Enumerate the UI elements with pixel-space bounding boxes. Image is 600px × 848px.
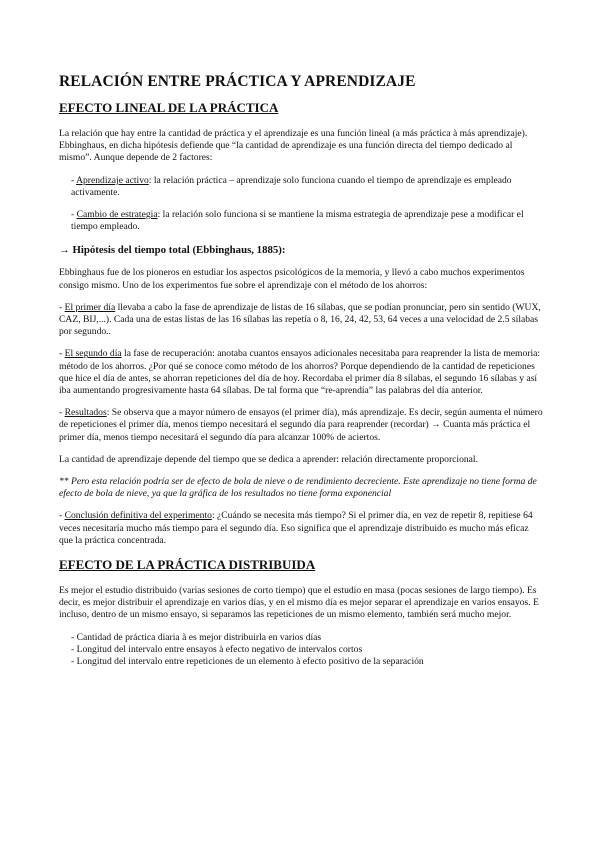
amount-paragraph: La cantidad de aprendizaje depende del tiempo que se dedica a aprender: relación directamente proporcional. bbox=[59, 453, 478, 465]
list-item: - Longitud del intervalo entre ensayos à efecto negativo de intervalos cortos bbox=[71, 643, 363, 655]
first-day-term: El primer día bbox=[64, 301, 116, 313]
results-lead: - bbox=[59, 407, 65, 419]
factor-strategy-lead: - bbox=[71, 209, 77, 221]
section-heading-linear: EFECTO LINEAL DE LA PRÁCTICA bbox=[59, 100, 279, 115]
factor-active-lead: - bbox=[71, 174, 77, 186]
conclusion-paragraph bbox=[59, 510, 543, 547]
factor-strategy-term: Cambio de estrategia bbox=[76, 209, 158, 221]
factor-strategy-change bbox=[71, 209, 543, 233]
document-content bbox=[59, 72, 543, 668]
second-day-text: la fase de recuperación: anotaba cuantos ensayos adicionales necesitaba para reaprender la lista de memoria: método de los ahorros. ¿Por qué se conoce como método de los ahorros? Porque dependiendo de la cantidad de repeticiones que hice el día de antes, se ahorran repeticiones del día de hoy. Recordaba el primer día 8 sílabas, el segundo 16 sílabas y así iba aumentando progresivamente hasta 64 sílabas. De tal forma que “re-aprendía” las palabras del día anterior. bbox=[59, 348, 541, 397]
factor-strategy-text: : la relación solo funciona si se mantiene la misma estrategia de aprendizaje pese a modificar el tiempo empleado. bbox=[71, 209, 524, 233]
section-heading-distributed: EFECTO DE LA PRÁCTICA DISTRIBUIDA bbox=[59, 557, 316, 573]
first-day-lead: - bbox=[59, 301, 65, 313]
distributed-paragraph: Es mejor el estudio distribuido (varias sesiones de corto tiempo) que el estudio en masa (pocas sesiones de largo tiempo). Es decir, es mejor distribuir el aprendizaje en varios días, y en el mismo día es mejor separar el aprendizaje en varios ensayos. E incluso, dentro de un mismo ensayo, si separamos las repeticiones de un mismo elemento, también será mucho mejor. bbox=[59, 585, 539, 621]
second-day-lead: - bbox=[59, 348, 65, 360]
hypothesis-heading: → Hipótesis del tiempo total (Ebbinghaus, 1885): bbox=[59, 244, 286, 257]
conclusion-lead: - bbox=[59, 510, 65, 522]
list-item: - Cantidad de práctica diaria à es mejor distribuirla en varios días bbox=[71, 631, 322, 643]
results-text: : Se observa que a mayor número de ensayos (el primer día), más aprendizaje. Es decir, según aumenta el número de repeticiones el primer día, menos tiempo necesitará el segundo día para reaprender (recordar) → Cuanta más práctica el primer día, menos tiempo necesitará el segundo día para alcanzar 100% de aciertos. bbox=[59, 407, 543, 443]
conclusion-text: : ¿Cuándo se necesita más tiempo? Si el primer día, en vez de repetir 8, repitiese 64 veces necesitaría mucho más tiempo para el segundo día. Eso significa que el aprendizaje distribuido es mucho más eficaz que la práctica concentrada. bbox=[59, 510, 533, 546]
results-paragraph bbox=[59, 407, 543, 444]
intro-paragraph: La relación que hay entre la cantidad de práctica y el aprendizaje es una función lineal (a más práctica à más aprendizaje). Ebbinghaus, en dicha hipótesis defiende que “la cantidad de aprendizaje es una función directa del tiempo dedicado al mismo”. Aunque depende de 2 factores: bbox=[59, 128, 528, 164]
second-day-term: El segundo día bbox=[64, 348, 122, 360]
list-item: - Longitud del intervalo entre repeticiones de un elemento à efecto positivo de la separación bbox=[71, 655, 424, 667]
results-term: Resultados bbox=[64, 407, 107, 419]
factor-active-term: Aprendizaje activo bbox=[76, 174, 149, 186]
factor-active-text: : la relación práctica – aprendizaje solo funciona cuando el tiempo de aprendizaje es empleado activamente. bbox=[71, 174, 512, 198]
first-day-text: llevaba a cabo la fase de aprendizaje de listas de 16 sílabas, que se podían pronunciar, pero sin sentido (WUX, CAZ, BIJ,...). Cada una de estas listas de las 16 sílabas las repetía o 8, 16, 24, 42, 53, 64 veces a una velocidad de 2.5 sílabas por segundo.. bbox=[59, 301, 541, 338]
distributed-list bbox=[71, 632, 543, 668]
first-day-paragraph bbox=[59, 302, 543, 339]
second-day-paragraph bbox=[59, 348, 543, 397]
factor-active-learning bbox=[71, 175, 543, 199]
page-title: RELACIÓN ENTRE PRÁCTICA Y APRENDIZAJE bbox=[59, 73, 416, 90]
ebbinghaus-paragraph: Ebbinghaus fue de los pioneros en estudiar los aspectos psicológicos de la memoria, y llevó a cabo muchos experimentos consigo mismo. Uno de los experimentos fue sobre el aprendizaje con el método de los ahorros: bbox=[59, 267, 525, 291]
conclusion-term: Conclusión definitiva del experimento bbox=[64, 510, 212, 522]
note-paragraph: ** Pero esta relación podría ser de efecto de bola de nieve o de rendimiento decreciente. Este aprendizaje no tiene forma de efecto de bola de nieve, ya que la gráfica de los resultados no tiene forma exponencial bbox=[59, 476, 537, 500]
